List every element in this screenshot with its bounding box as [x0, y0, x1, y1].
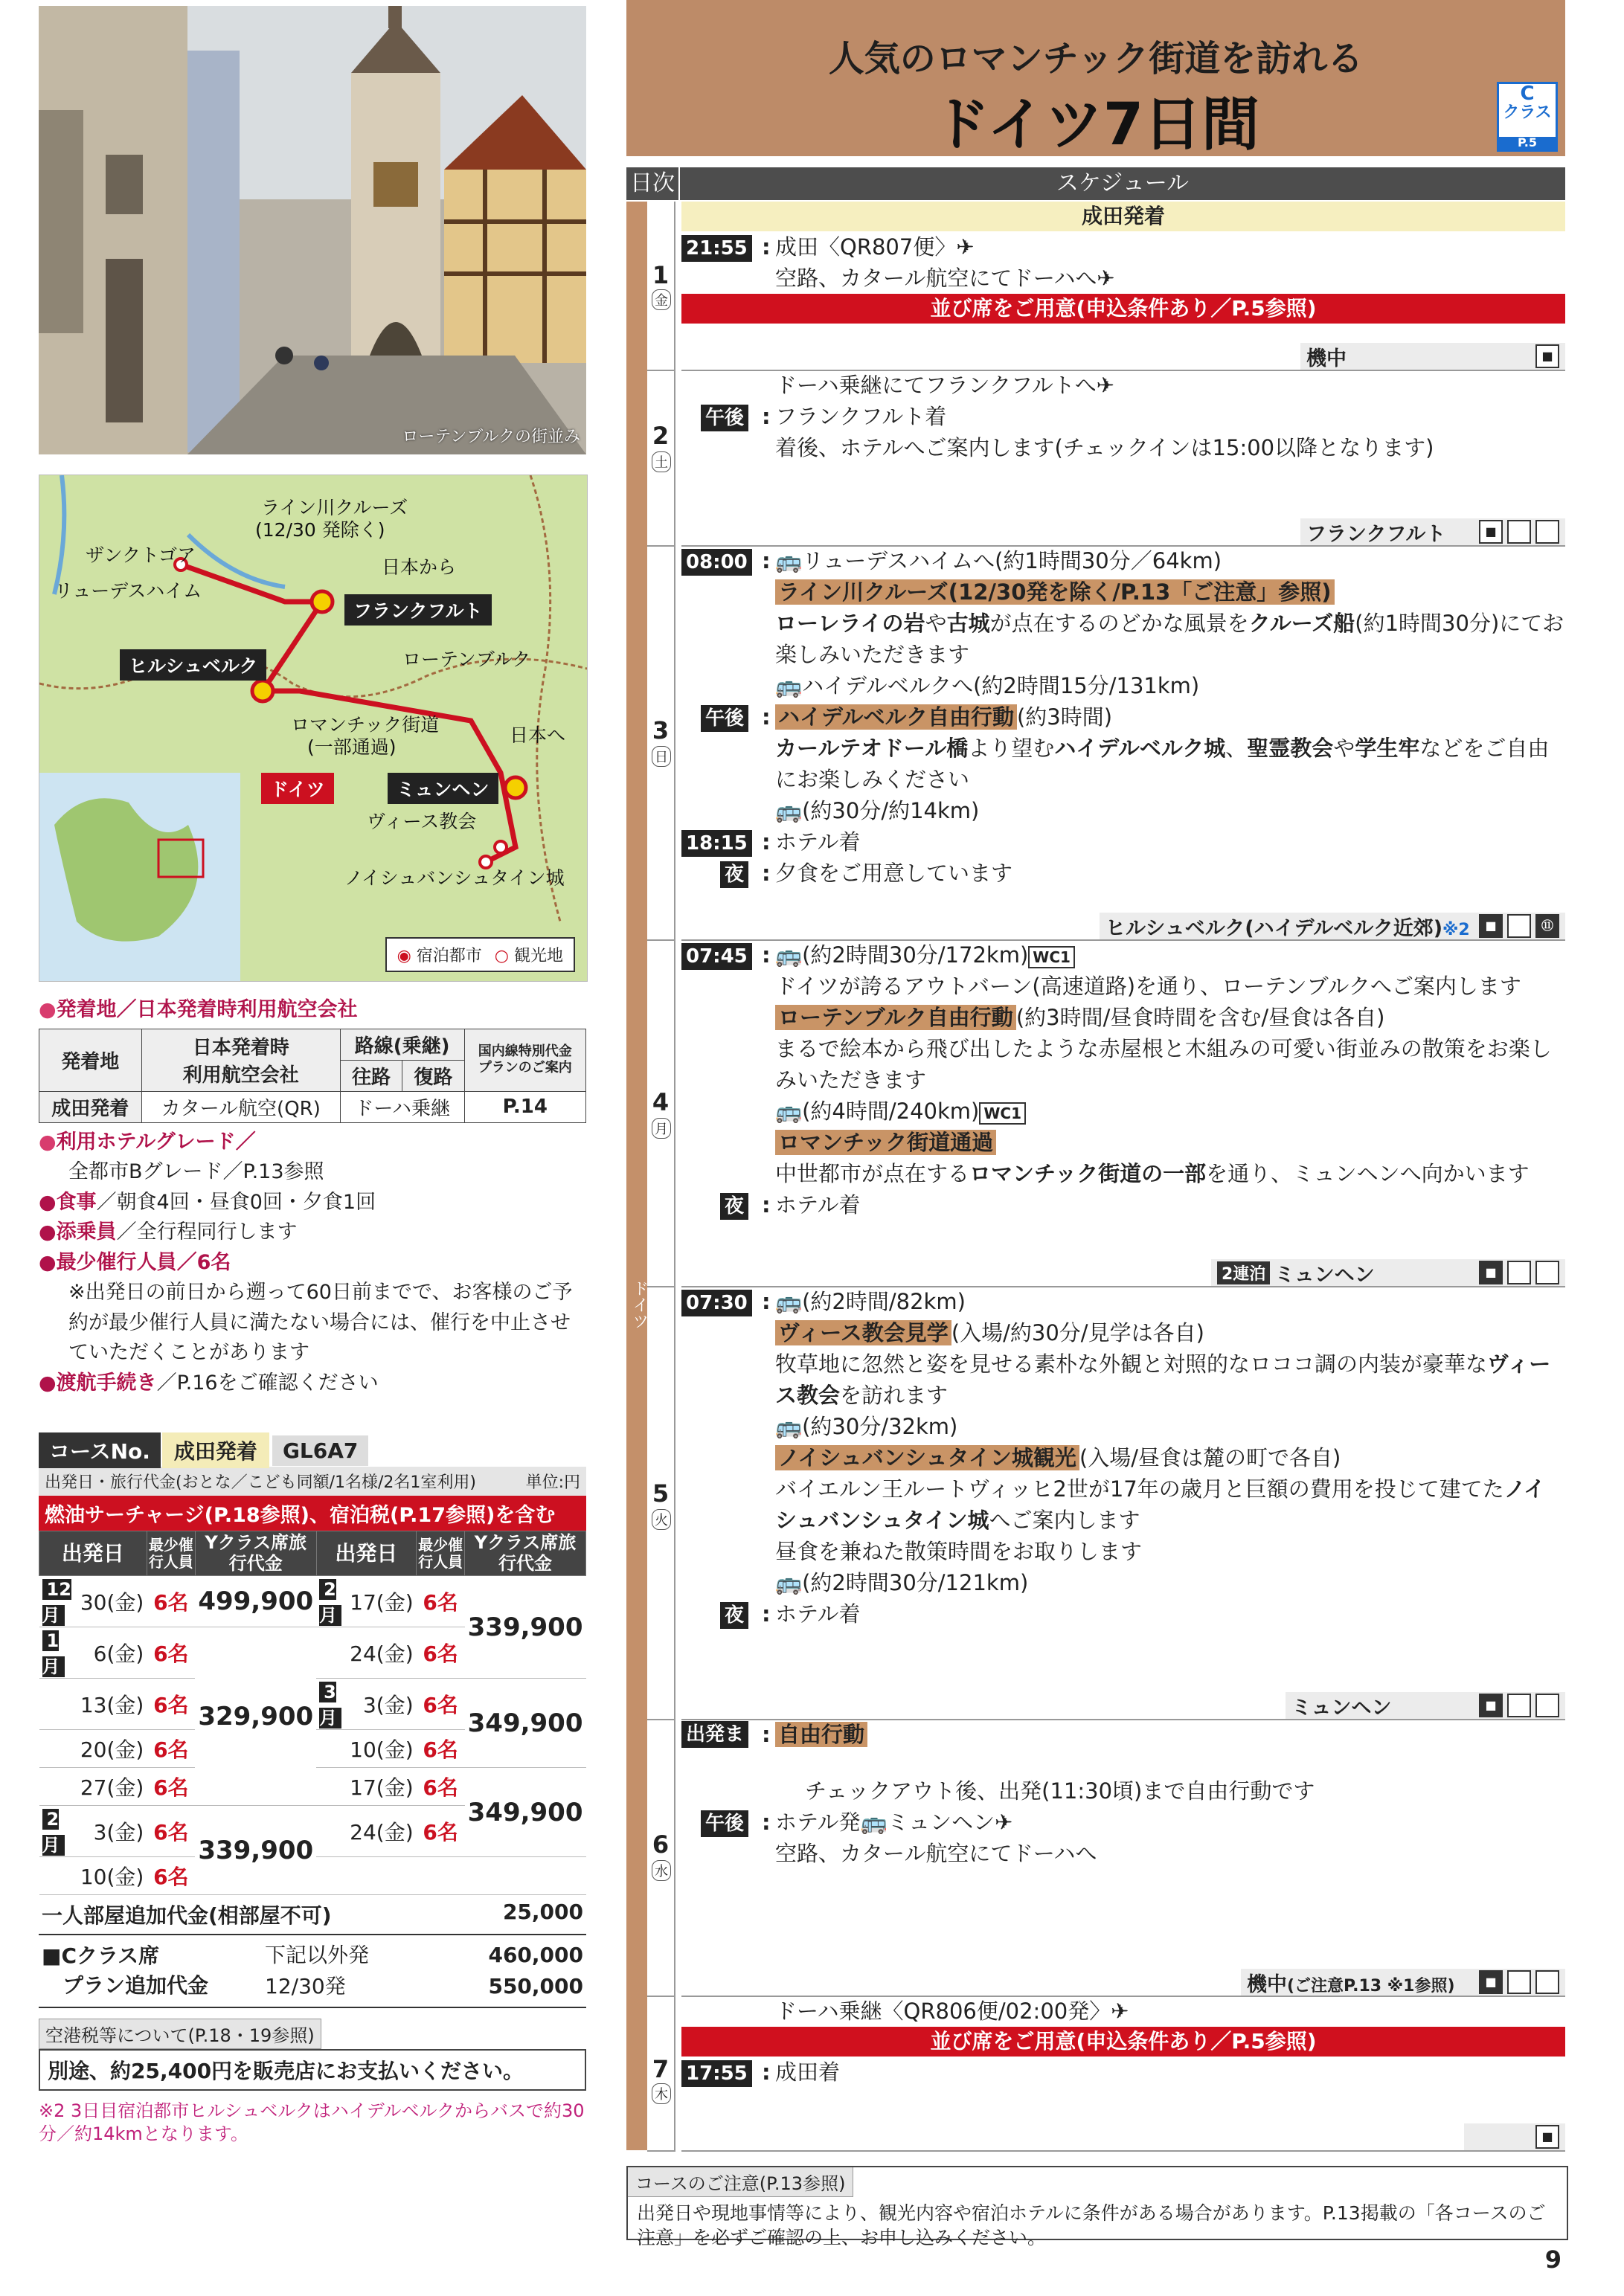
day-3-stay: ヒルシュベルク(ハイデルベルク近郊)※2 ■ ⑪ [1100, 913, 1565, 939]
course-note-text: 出発日や現地事情等により、観光内容や宿泊ホテルに条件がある場合があります。P.13掲載の「各コースのご注意」を必ずご確認の上、お申し込みください。 [637, 2202, 1546, 2248]
day-6-stay: 機中(ご注意P.13 ※1参照) ■ [1241, 1969, 1565, 1996]
min-note: ※出発日の前日から遡って60日前までで、お客様のご予約が最少催行人員に満たない場合には、催行を中止させていただくことがあります [68, 1281, 573, 1364]
day-1-top: 成田発着 [681, 202, 1565, 231]
table-row: 12月 30(金) 6名 499,900 2月 17(金) 6名 339,900 [39, 1576, 586, 1627]
map-rhine-cruise-note: (12/30 発除く) [255, 519, 385, 541]
day-7: ドーハ乗継〈QR806便/02:00発〉✈ 並び席をご用意(申込条件あり／P.5参照) 17:55 : 成田着 ■ [681, 1996, 1565, 2152]
day-7-stay [1464, 2123, 1565, 2150]
map-frankfurt: フランクフルト [344, 594, 492, 626]
map-rothenburg: ローテンブルク [402, 649, 531, 670]
tax-body: 別途、約25,400円を販売店にお支払いください。 [39, 2049, 586, 2091]
td-domestic-page: P.14 [464, 1091, 586, 1122]
day-7-cell: 7 木 [647, 1996, 675, 2152]
td-origin: 成田発着 [39, 1091, 142, 1122]
map-rhine-cruise: ライン川クルーズ [261, 497, 408, 518]
country-strip [626, 202, 647, 2150]
meal-icon: ■ [1535, 2125, 1559, 2149]
td-route: ドーハ乗継 [340, 1091, 464, 1122]
map-to-japan: 日本へ [510, 724, 566, 746]
course-bar [39, 1434, 586, 1467]
legend-sight-label: 観光地 [513, 947, 563, 965]
meal-icon: ■ [1479, 1261, 1503, 1284]
route-map [39, 475, 588, 982]
day-6-cell: 6 水 [647, 1719, 675, 1997]
map-sankt-goar: ザンクトゴア [86, 544, 196, 566]
day-2: ドーハ乗継にてフランクフルトへ✈ 午後 : フランクフルト着 着後、ホテルへご案内します(チェックインは15:00以降となります) フランクフルト ■ [681, 370, 1565, 547]
course-note-title: コースのご注意(P.13参照) [628, 2167, 853, 2197]
photo-caption: ローテンブルクの街並み [402, 428, 580, 446]
day-2-stay: フランクフルト ■ [1300, 518, 1565, 545]
map-wies: ヴィース教会 [367, 811, 477, 832]
th-return: 復路 [402, 1060, 464, 1091]
travel-line: ●渡航手続き／P.16をご確認ください [39, 1371, 379, 1395]
day-1: 成田発着 21:55 : 成田〈QR807便〉✈ 空路、カタール航空にてドーハへ✈ 並び席をご用意(申込条件あり／P.5参照) 機中 ■ [681, 202, 1565, 371]
airline-heading: ●発着地／日本発着時利用航空会社 [39, 998, 358, 1021]
hotel-text: 全都市Bグレード／P.13参照 [68, 1160, 324, 1183]
th-price-left: Yクラス席旅行代金 [195, 1531, 316, 1576]
day-3: 08:00 : 🚌リューデスハイムへ(約1時間30分／64km) ライン川クルーズ(12/30発を除く/P.13「ご注意」参照) ローレライの岩や古城が点在するのどかな風景をクルーズ船(約1時間30分)にてお楽しみいただきます 🚌ハイデルベルクへ(約2時間15分/131km) 午後 : ハイデルベルク自由行動 (約3時間) カールテオドール橋より望むハイデルベルク城、聖霊教会や学生牢などをご自由にお楽しみください 🚌(約30分/約14km) 18:15 : ホテル着 夜 : 夕食をご用意しています ヒルシュベルク(ハイデルベルク近郊)※2 ■ ⑪ [681, 545, 1565, 941]
th-origin: 発着地 [39, 1029, 142, 1091]
map-neuschwanstein: ノイシュバンシュタイン城 [344, 867, 565, 889]
legend-stay-label: 宿泊都市 [416, 947, 482, 965]
day-4-stay: 2連泊 ミュンヘン ■ [1211, 1259, 1565, 1286]
price-section [39, 1434, 586, 2147]
meal-icon: ■ [1535, 344, 1559, 368]
fuel-note: 燃油サーチャージ(P.18参照)、宿泊税(P.17参照)を含む [39, 1496, 586, 1531]
meals-line: ●食事／朝食4回・昼食0回・夕食1回 [39, 1190, 376, 1214]
seat-notice-1: 並び席をご用意(申込条件あり／P.5参照) [681, 294, 1565, 324]
map-romantic-road: ロマンチック街道 [291, 714, 440, 736]
meal-icon: ■ [1479, 914, 1503, 938]
note-2: ※2 3日目宿泊都市ヒルシュベルクはハイデルベルクからバスで約30分／約14kmとなります。 [39, 2100, 585, 2145]
day-2-cell: 2 土 [647, 370, 675, 547]
day-1-stay: 機中 ■ [1300, 343, 1565, 370]
th-outbound: 往路 [340, 1060, 402, 1091]
th-domestic: 国内線特別代金 プランのご案内 [464, 1029, 586, 1091]
th-price-right: Yクラス席旅行代金 [465, 1531, 586, 1576]
th-dep-right: 出発日 [316, 1531, 416, 1576]
meal-icon: ■ [1479, 1694, 1503, 1717]
day-3-cell: 3 日 [647, 545, 675, 941]
header-schedule: スケジュール [1056, 170, 1190, 196]
th-min-left: 最少催行人員 [147, 1531, 195, 1576]
single-supplement: 一人部屋追加代金(相部屋不可) 25,000 [39, 1895, 586, 1935]
day-4-cell: 4 月 [647, 939, 675, 1287]
map-rudesheim: リューデスハイム [54, 580, 202, 602]
map-heidelberg: ヒルシュベルク [120, 649, 266, 681]
map-romantic-road-note: (一部通過) [307, 736, 397, 758]
title-block [626, 0, 1565, 156]
wc-icon: WC1 [1028, 946, 1075, 968]
map-munich: ミュンヘン [388, 773, 498, 804]
title-sub: 人気のロマンチック街道を訪れる [828, 38, 1364, 80]
airline-table [39, 1029, 586, 1123]
th-route: 路線(乗継) [340, 1029, 464, 1060]
street-photo-image [39, 6, 586, 454]
cclass-supplement: ■Cクラス席 プラン追加代金 下記以外発 460,000 12/30発 550,000 [39, 1935, 586, 2008]
day-5: 07:30 : 🚌(約2時間/82km) ヴィース教会見学 (入場/約30分/見学は各自) 牧草地に忽然と姿を見せる素朴な外観と対照的なロココ調の内装が豪華なヴィース教会を訪れます 🚌(約30分/32km) ノイシュバンシュタイン城観光 (入場/昼食は麓の町で各自) バイエルン王ルートヴィッヒ2世が17年の歳月と巨額の費用を投じて建てたノイシュバンシュタイン城へご案内します 昼食を兼ねた散策時間をお取りします 🚌(約2時間30分/121km) 夜 : ホテル着 ミュンヘン ■ [681, 1286, 1565, 1720]
course-label: コースNo. [39, 1432, 161, 1468]
sight-marker-icon: ○ [494, 947, 509, 965]
seat-notice-7: 並び席をご用意(申込条件あり／P.5参照) [681, 2027, 1565, 2057]
table-row: 1月 6(金) 6名 329,900 24(金) 6名 [39, 1627, 586, 1679]
day-1-cell: 1 金 [647, 202, 675, 371]
tax-heading: 空港税等について(P.18・19参照) [39, 2019, 321, 2049]
table-row: 20(金) 6名 10(金) 6名 [39, 1730, 586, 1768]
table-row: 27(金) 6名 17(金) 6名 349,900 [39, 1768, 586, 1806]
schedule [626, 202, 1565, 2150]
map-from-japan: 日本から [382, 556, 457, 578]
map-germany: ドイツ [261, 773, 334, 804]
wc-icon: WC1 [979, 1102, 1026, 1125]
rothenburg-photo [39, 6, 586, 454]
min-line: ●最少催行人員／6名 [39, 1250, 231, 1274]
day-5-stay: ミュンヘン ■ [1286, 1692, 1565, 1719]
page-title: ドイツ7日間 [931, 91, 1260, 158]
table-row: 10(金) 6名 [39, 1857, 586, 1895]
th-airline: 日本発着時 利用航空会社 [141, 1029, 340, 1091]
table-row: 13(金) 6名 3月 3(金) 6名 349,900 [39, 1679, 586, 1730]
tour-info [39, 995, 586, 1398]
map-legend [385, 937, 575, 972]
hotel-heading: ●利用ホテルグレード／ [39, 1130, 256, 1154]
day-4: 07:45 : 🚌(約2時間30分/172km) WC1 ドイツが誇るアウトバーン(高速道路)を通り、ローテンブルクへご案内します ローテンブルク自由行動 (約3時間/昼食時間を含む/昼食は各自) まるで絵本から飛び出したような赤屋根と木組みの可愛い街並みの散策をお楽しみいただきます 🚌(約4時間/240km) WC1 ロマンチック街道通過 中世都市が点在するロマンチック街道の一部を通り、ミュンヘンへ向かいます 夜 : ホテル着 2連泊 ミュンヘン ■ [681, 939, 1565, 1287]
country-label: ドイツ [630, 1280, 649, 1329]
meal-icon: ■ [1479, 520, 1503, 544]
schedule-header [626, 167, 1565, 200]
day-5-cell: 5 火 [647, 1286, 675, 1720]
meal-icon: ■ [1479, 1970, 1503, 1994]
price-sub: 出発日・旅行代金(おとな／こども同額/1名様/2名1室利用) 単位:円 [39, 1467, 586, 1496]
page-number: 9 [1544, 2245, 1562, 2274]
table-row: 2月 3(金) 6名 339,900 24(金) 6名 [39, 1806, 586, 1857]
header-day: 日次 [626, 167, 680, 200]
price-table [39, 1531, 586, 1895]
c-class-badge: C クラス P.5 [1497, 82, 1558, 152]
escort-line: ●添乗員／全行程同行します [39, 1221, 298, 1244]
course-note [626, 2166, 1568, 2248]
td-airline: カタール航空(QR) [141, 1091, 340, 1122]
stay-marker-icon: ◉ [397, 947, 411, 965]
course-code: GL6A7 [272, 1435, 368, 1466]
course-origin: 成田発着 [162, 1432, 269, 1468]
day-6: 出発まで : 自由行動 チェックアウト後、出発(11:30頃)まで自由行動です 午後 : ホテル発🚌ミュンヘン✈ 空路、カタール航空にてドーハへ 機中(ご注意P.13 ※1参照) ■ [681, 1719, 1565, 1997]
th-min-right: 最少催行人員 [417, 1531, 465, 1576]
th-dep-left: 出発日 [39, 1531, 147, 1576]
